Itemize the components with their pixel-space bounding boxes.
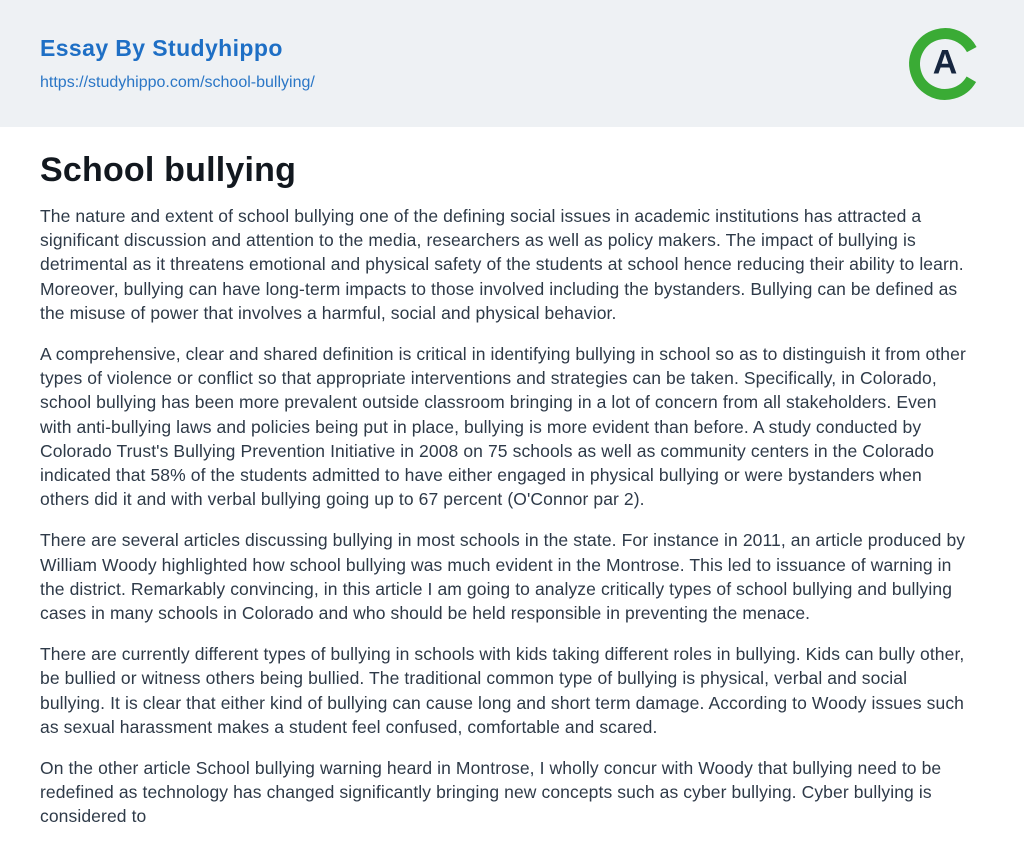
header-text-block xyxy=(40,35,315,92)
studyhippo-logo xyxy=(906,25,984,103)
page-url-link[interactable]: https://studyhippo.com/school-bullying/ xyxy=(40,74,315,91)
article-paragraph-1: The nature and extent of school bullying one of the defining social issues in academic institutions has attracted a significant discussion and attention to the media, researchers as well as policy makers. The impact of bullying is detrimental as it threatens emotional and physical safety of the students at school hence reducing their ability to learn. Moreover, bullying can have long-term impacts to those involved including the bystanders. Bullying can be defined as the misuse of power that involves a harmful, social and physical behavior. xyxy=(40,206,964,323)
article-paragraph-2: A comprehensive, clear and shared definition is critical in identifying bullying in school so as to distinguish it from other types of violence or conflict so that appropriate interventions and strategies can be taken. Specifically, in Colorado, school bullying has been more prevalent outside classroom bringing in a lot of concern from all stakeholders. Even with anti-bullying laws and policies being put in place, bullying is more evident than before. A study conducted by Colorado Trust's Bullying Prevention Initiative in 2008 on 75 schools as well as community centers in the Colorado indicated that 58% of the students admitted to have either engaged in physical bullying or were bystanders when others did it and with verbal bullying going up to 67 percent (O'Connor par 2). xyxy=(40,344,966,510)
article-title: School bullying xyxy=(40,151,297,189)
article-body xyxy=(0,127,1010,829)
article-paragraph-4: There are currently different types of bullying in schools with kids taking different roles in bullying. Kids can bully other, be bullied or witness others being bullied. The traditional common type of bullying is physical, verbal and social bullying. It is clear that either kind of bullying can cause long and short term damage. According to Woody issues such as sexual harassment makes a student feel confused, comfortable and scared. xyxy=(40,644,965,737)
article-paragraph-3: There are several articles discussing bullying in most schools in the state. For instance in 2011, an article produced by William Woody highlighted how school bullying was much evident in the Montrose. This led to issuance of warning in the district. Remarkably convincing, in this article I am going to analyze critically types of school bullying and bullying cases in many schools in Colorado and who should be held responsible in preventing the menace. xyxy=(40,530,966,624)
logo-letter: A xyxy=(932,43,958,82)
article-paragraph-5: On the other article School bullying warning heard in Montrose, I wholly concur with Woody that bullying need to be redefined as technology has changed significantly bringing new concepts such as cyber bullying. Cyber bullying is considered to xyxy=(40,758,942,827)
site-title: Essay By Studyhippo xyxy=(40,35,283,61)
page-header xyxy=(0,0,1024,127)
